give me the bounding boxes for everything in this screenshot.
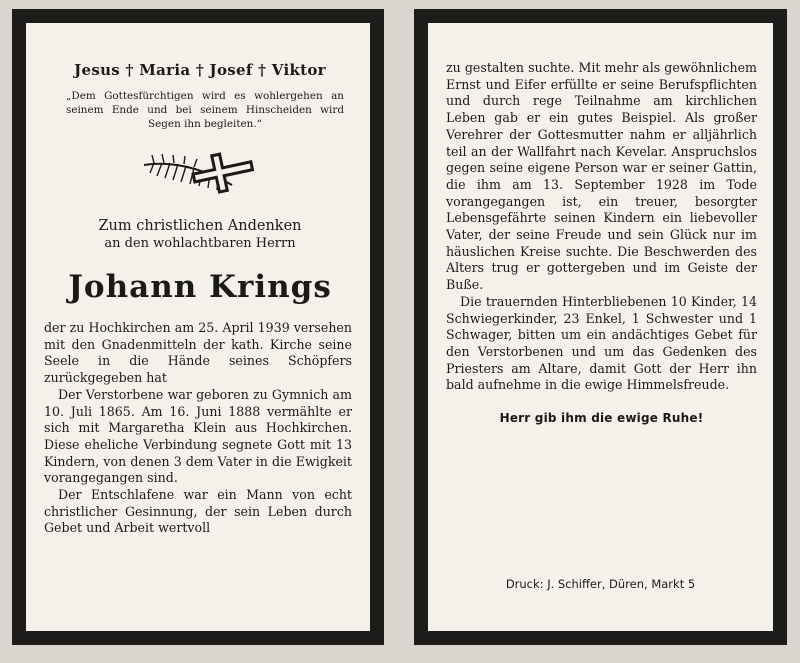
right-page [428, 23, 773, 631]
paragraph: Der Entschlafene war ein Mann von echt christlicher Gesinnung, der sein Leben durch Gebet und Arbeit wertvoll [44, 487, 352, 536]
bible-quote: „Dem Gottesfürchtigen wird es wohlergehen an seinem Ende und bei seinem Hinscheiden wird Segen ihn begleiten.“ [66, 90, 344, 130]
right-card [414, 9, 787, 645]
memorial-subheading: an den wohlachtbaren Herrn [104, 236, 296, 251]
holy-names-line: Jesus † Maria † Josef † Viktor [74, 61, 326, 79]
right-body-text [446, 60, 757, 394]
closing-prayer: Herr gib ihm die ewige Ruhe! [499, 411, 704, 426]
printer-imprint: Druck: J. Schiffer, Düren, Markt 5 [505, 577, 696, 591]
paragraph: Die trauernden Hinterbliebenen 10 Kinder, 14 Schwiegerkinder, 23 Enkel, 1 Schwester und 1 Schwager, bitten um ein andächtiges Gebet für den Verstorbenen und um das Gedenken des Priesters am Altare, damit Gott der Herr ihn bald aufnehme in die ewige Himmelsfreude. [446, 293, 757, 393]
left-body-text [44, 320, 352, 537]
left-page [26, 23, 370, 631]
paragraph: zu gestalten suchte. Mit mehr als gewöhnlichem Ernst und Eifer erfüllte er seine Berufspflichten und durch rege Teilnahme am kirchlichen Leben gab er ein gutes Beispiel. Als großer Verehrer der Gottesmutter nahm er alljährlich teil an der Wallfahrt nach Kevelar. Anspruchslos gegen seine eigene Person war er seiner Gattin, die ihm am 13. September 1928 im Tode vorangegangen ist, ein treuer, besorgter Lebensgefährte seinen Kindern ein liebevoller Vater, der seine Freude und sein Glück nur im häuslichen Kreise suchte. Die Beschwerden des Alters trug er gottergeben und im Geiste der Buße. [446, 60, 757, 293]
paragraph: der zu Hochkirchen am 25. April 1939 versehen mit den Gnadenmitteln der kath. Kirche seine Seele in die Hände seines Schöpfers zurückgegeben hat [44, 320, 352, 386]
left-card [12, 9, 384, 645]
cross-with-palm-icon [140, 149, 260, 197]
deceased-name: Johann Krings [68, 269, 332, 305]
memorial-heading: Zum christlichen Andenken [98, 218, 302, 234]
paragraph: Der Verstorbene war geboren zu Gymnich am 10. Juli 1865. Am 16. Juni 1888 vermählte er sich mit Margaretha Klein aus Hochkirchen. Diese eheliche Verbindung segnete Gott mit 13 Kindern, von denen 3 dem Vater in die Ewigkeit vorangegangen sind. [44, 386, 352, 486]
